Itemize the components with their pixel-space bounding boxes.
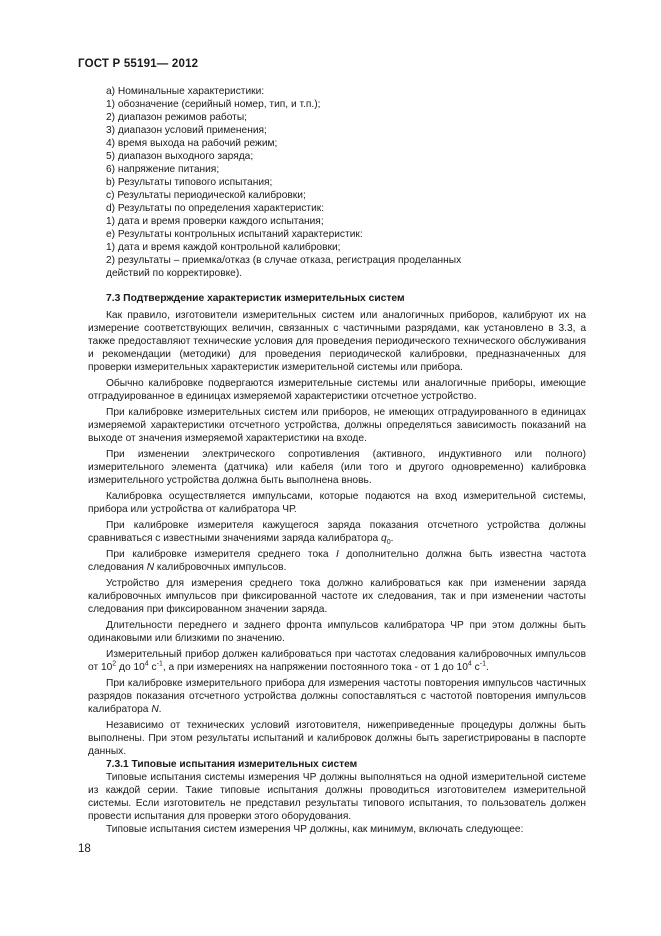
text-run: дополнительно должна быть известна частота следования	[88, 549, 586, 573]
list-item: действий по корректировке).	[106, 268, 243, 279]
paragraph: Обычно калибровке подвергаются измерительные системы или аналогичные приборы, имеющие отградуированное в единицах измеряемой характеристики отсчетное устройство.	[88, 378, 586, 402]
symbol-q: q	[381, 533, 387, 544]
list-item: 5) диапазон выходного заряда;	[106, 151, 254, 162]
list-item: 2) результаты – приемка/отказ (в случае отказа, регистрация проделанных	[106, 255, 462, 266]
list-item: 6) напряжение питания;	[106, 164, 220, 175]
superscript: 4	[467, 660, 472, 668]
paragraph	[88, 677, 586, 716]
text-run: .	[390, 533, 394, 544]
text-run: .	[486, 662, 489, 673]
paragraph	[88, 548, 586, 574]
paragraph: При калибровке измерительных систем или приборов, не имеющих отградуированного в единицах измеряемой характеристики отсчетного устройства, должны определяться зависимость показаний на выходе от значения измеряемой характеристики на входе.	[88, 407, 586, 444]
list-item: 1) дата и время проверки каждого испытания;	[106, 216, 324, 227]
text-run: калибровочных импульсов.	[154, 562, 287, 573]
superscript: 4	[144, 660, 149, 668]
symbol-i: I	[336, 549, 339, 560]
text-run: с	[471, 662, 480, 673]
paragraph: Типовые испытания системы измерения ЧР должны выполняться на одной измерительной системе из каждой серии. Такие типовые испытания должны проводиться изготовителем измерительной системы. Если изготовитель не представил результаты типового испытания, то пользователь должен провести испытания для проверки этого оборудования.	[88, 772, 586, 822]
page-number: 18	[78, 843, 91, 855]
text-run: При калибровке измерительного прибора для измерения частоты повторения импульсов частичных разрядов показания отсчетного устройства должны сопоставляться с частотой повторения импульсов калибратора	[88, 678, 586, 715]
symbol-n: N	[146, 562, 155, 573]
list-item: b) Результаты типового испытания;	[106, 177, 273, 188]
section-heading: 7.3 Подтверждение характеристик измерительных систем	[106, 293, 405, 304]
text-run: с	[148, 662, 157, 673]
list-item: е) Результаты контрольных испытаний характеристик:	[106, 229, 363, 240]
superscript: 2	[112, 660, 117, 668]
list-item: 2) диапазон режимов работы;	[106, 112, 247, 123]
list-item: а) Номинальные характеристики:	[106, 86, 265, 97]
document-header: ГОСТ Р 55191— 2012	[78, 58, 199, 70]
paragraph: Калибровка осуществляется импульсами, которые подаются на вход измерительной системы, прибора или устройства от калибратора ЧР.	[88, 491, 586, 515]
paragraph: При изменении электрического сопротивления (активного, индуктивного или полного) измерительного элемента (датчика) или кабеля (или того и другого одновременно) калибровка измерительного устройства должна быть выполнена вновь.	[88, 449, 586, 486]
list-item: d) Результаты по определения характеристик:	[106, 203, 325, 214]
text-run: .	[158, 704, 162, 715]
list-item: 1) обозначение (серийный номер, тип, и т.п.);	[106, 99, 321, 110]
subsection-heading: 7.3.1 Типовые испытания измерительных систем	[106, 759, 358, 770]
text-run: до 10	[116, 662, 145, 673]
text-run: При калибровке измерителя кажущегося заряда показания отсчетного устройства должны сравниваться с известными значениями заряда калибратора	[88, 520, 586, 544]
paragraph: Как правило, изготовители измерительных систем или аналогичных приборов, калибруют их на измерение соответствующих величин, связанных с частичными разрядами, как установлено в 3.3, а также предоставляют технические условия для проведения периодического технического обслуживания и рекомендации (методики) для проведения периодической калибровки, предназначенных для проверки измерительных характеристик измерительной системы или прибора.	[88, 310, 586, 373]
superscript: -1	[479, 660, 486, 668]
list-item: 1) дата и время каждой контрольной калибровки;	[106, 242, 341, 253]
subscript: 0	[386, 539, 391, 547]
list-item: с) Результаты периодической калибровки;	[106, 190, 306, 201]
superscript: -1	[156, 660, 163, 668]
text-run: При калибровке измерителя среднего тока	[106, 549, 337, 560]
list-item: 3) диапазон условий применения;	[106, 125, 267, 136]
text-run: Измерительный прибор должен калиброваться при частотах следования калибровочных импульсов от 10	[88, 649, 586, 673]
text-run: , а при измерениях на напряжении постоянного тока - от 1 до 10	[162, 662, 468, 673]
paragraph: Независимо от технических условий изготовителя, нижеприведенные процедуры должны быть выполнены. При этом результаты испытаний и калибровок должны быть зарегистрированы в паспорте данных.	[88, 720, 586, 757]
symbol-n: N	[151, 704, 159, 715]
paragraph: Типовые испытания систем измерения ЧР должны, как минимум, включать следующее:	[106, 824, 524, 835]
list-item: 4) время выхода на рабочий режим;	[106, 138, 278, 149]
paragraph	[88, 648, 586, 674]
section-body	[88, 309, 586, 836]
paragraph: Длительности переднего и заднего фронта импульсов калибратора ЧР при этом должны быть одинаковыми или близкими по значению.	[88, 620, 586, 644]
paragraph	[88, 519, 586, 545]
paragraph: Устройство для измерения среднего тока должно калиброваться как при изменении заряда калибровочных импульсов при фиксированной частоте их следования, так и при изменении частоты следования при фиксированном значении заряда.	[88, 578, 586, 615]
characteristics-list	[106, 85, 526, 280]
